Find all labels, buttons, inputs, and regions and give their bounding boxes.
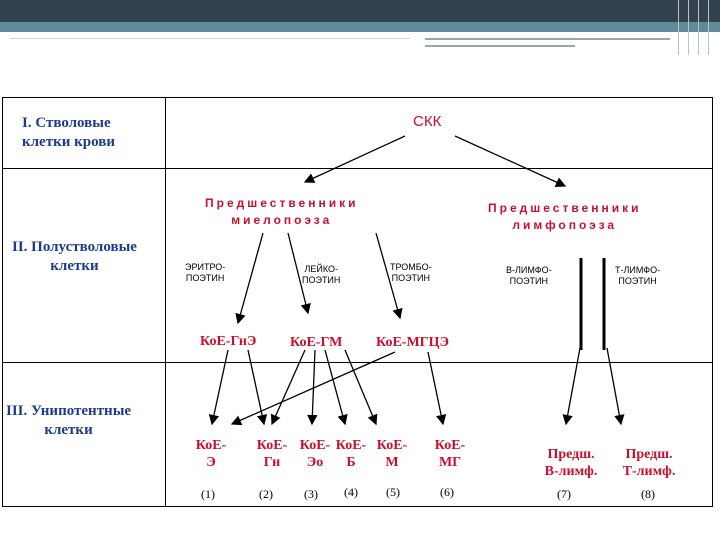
arrow-lympho-b [566, 348, 580, 424]
arrow-gm-b [325, 350, 345, 424]
level-3-label: III. Унипотентные клетки [6, 403, 132, 438]
unipotent-1: КоЕ- Э [195, 438, 227, 470]
node-lympho-precursors: Предшественники лимфопоэза [488, 201, 642, 232]
label-erythropoetin: ЭРИТРО- ПОЭТИН [185, 262, 226, 283]
label-t-lymphopoetin: Т-ЛИМФО- ПОЭТИН [615, 265, 661, 286]
arrow-myelo-gne [238, 233, 263, 323]
unipotent-8: Предш. Т-лимф. [622, 447, 676, 479]
level-1-label: I. Стволовые клетки крови [22, 115, 115, 150]
unipotent-5: КоЕ- М [376, 438, 408, 470]
number-3: (3) [304, 487, 318, 501]
number-5: (5) [386, 485, 400, 499]
node-koe-gm: КоЕ-ГМ [290, 335, 343, 350]
node-myelo-precursors: Предшественники миелопоэза [205, 196, 359, 227]
number-7: (7) [557, 487, 571, 501]
node-koe-mgce: КоЕ-МГЦЭ [376, 335, 449, 350]
arrow-gm-m [345, 350, 376, 424]
arrow-mgce-mg [428, 352, 443, 424]
label-b-lymphopoetin: В-ЛИМФО- ПОЭТИН [506, 265, 552, 286]
unipotent-7: Предш. В-лимф. [544, 447, 598, 479]
unipotent-3: КоЕ- Эо [299, 438, 331, 470]
unipotent-4: КоЕ- Б [335, 438, 367, 470]
level-2-label: II. Полустволовые клетки [12, 239, 137, 274]
arrow-gm-gn [272, 350, 305, 424]
number-6: (6) [440, 485, 454, 499]
number-8: (8) [641, 487, 655, 501]
arrow-lympho-t [607, 348, 621, 424]
arrow-gne-e [212, 350, 228, 424]
node-skk: СКК [413, 113, 442, 130]
label-thrombopoetin: ТРОМБО- ПОЭТИН [390, 262, 432, 283]
unipotent-2: КоЕ- Гн [256, 438, 288, 470]
arrow-skk-myelo [305, 136, 405, 182]
number-1: (1) [201, 487, 215, 501]
arrow-skk-lympho [455, 136, 565, 186]
unipotent-6: КоЕ- МГ [434, 438, 466, 470]
label-leukopoetin: ЛЕЙКО- ПОЭТИН [302, 264, 341, 285]
number-2: (2) [259, 487, 273, 501]
node-koe-gne: КоЕ-ГнЭ [200, 334, 257, 349]
number-4: (4) [344, 485, 358, 499]
